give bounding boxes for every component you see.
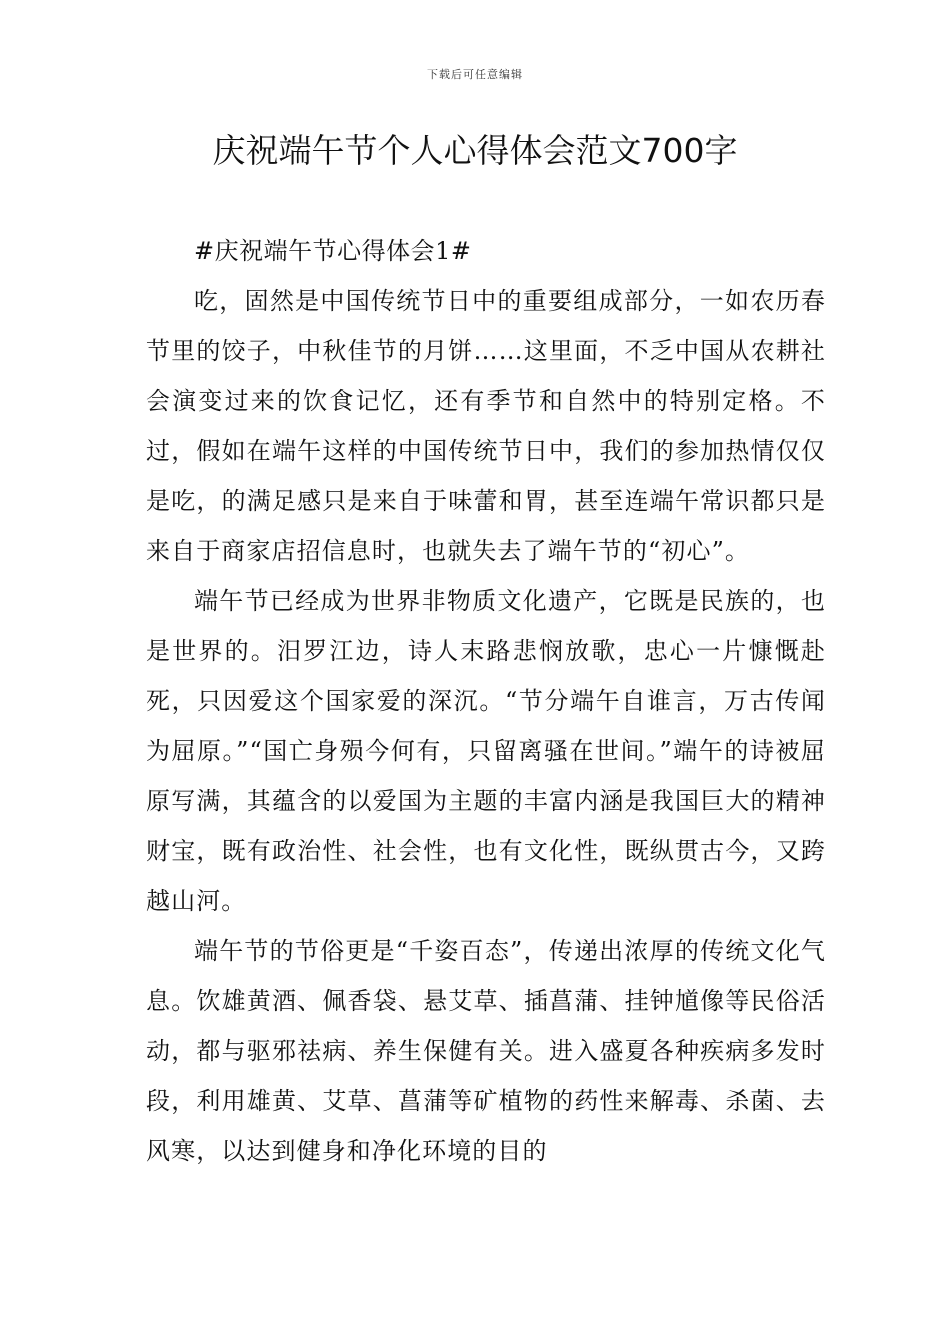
document-title: 庆祝端午节个人心得体会范文700字 [212,131,738,170]
paragraph-2: 端午节已经成为世界非物质文化遗产，它既是民族的，也是世界的。汨罗江边，诗人末路悲悯放歌，忠心一片慷慨赴死，只因爱这个国家爱的深沉。“节分端午自谁言，万古传闻为屈原。”“国亡身殒今何有，只留离骚在世间。”端午的诗被屈原写满，其蕴含的以爱国为主题的丰富内涵是我国巨大的精神财宝，既有政治性、社会性，也有文化性，既纵贯古今，又跨越山河。 [146,587,826,915]
paragraph-3: 端午节的节俗更是“千姿百态”，传递出浓厚的传统文化气息。饮雄黄酒、佩香袋、悬艾草、插菖蒲、挂钟馗像等民俗活动，都与驱邪祛病、养生保健有关。进入盛夏各种疾病多发时段，利用雄黄、艾草、菖蒲等矿植物的药性来解毒、杀菌、去风寒，以达到健身和净化环境的目的 [146,937,826,1165]
section-heading: #庆祝端午节心得体会1# [194,237,472,265]
document-body [146,226,826,1176]
paragraph-1: 吃，固然是中国传统节日中的重要组成部分，一如农历春节里的饺子，中秋佳节的月饼……这里面，不乏中国从农耕社会演变过来的饮食记忆，还有季节和自然中的特别定格。不过，假如在端午这样的中国传统节日中，我们的参加热情仅仅是吃，的满足感只是来自于味蕾和胃，甚至连端午常识都只是来自于商家店招信息时，也就失去了端午节的“初心”。 [146,287,826,565]
header-note: 下载后可任意编辑 [427,68,523,81]
